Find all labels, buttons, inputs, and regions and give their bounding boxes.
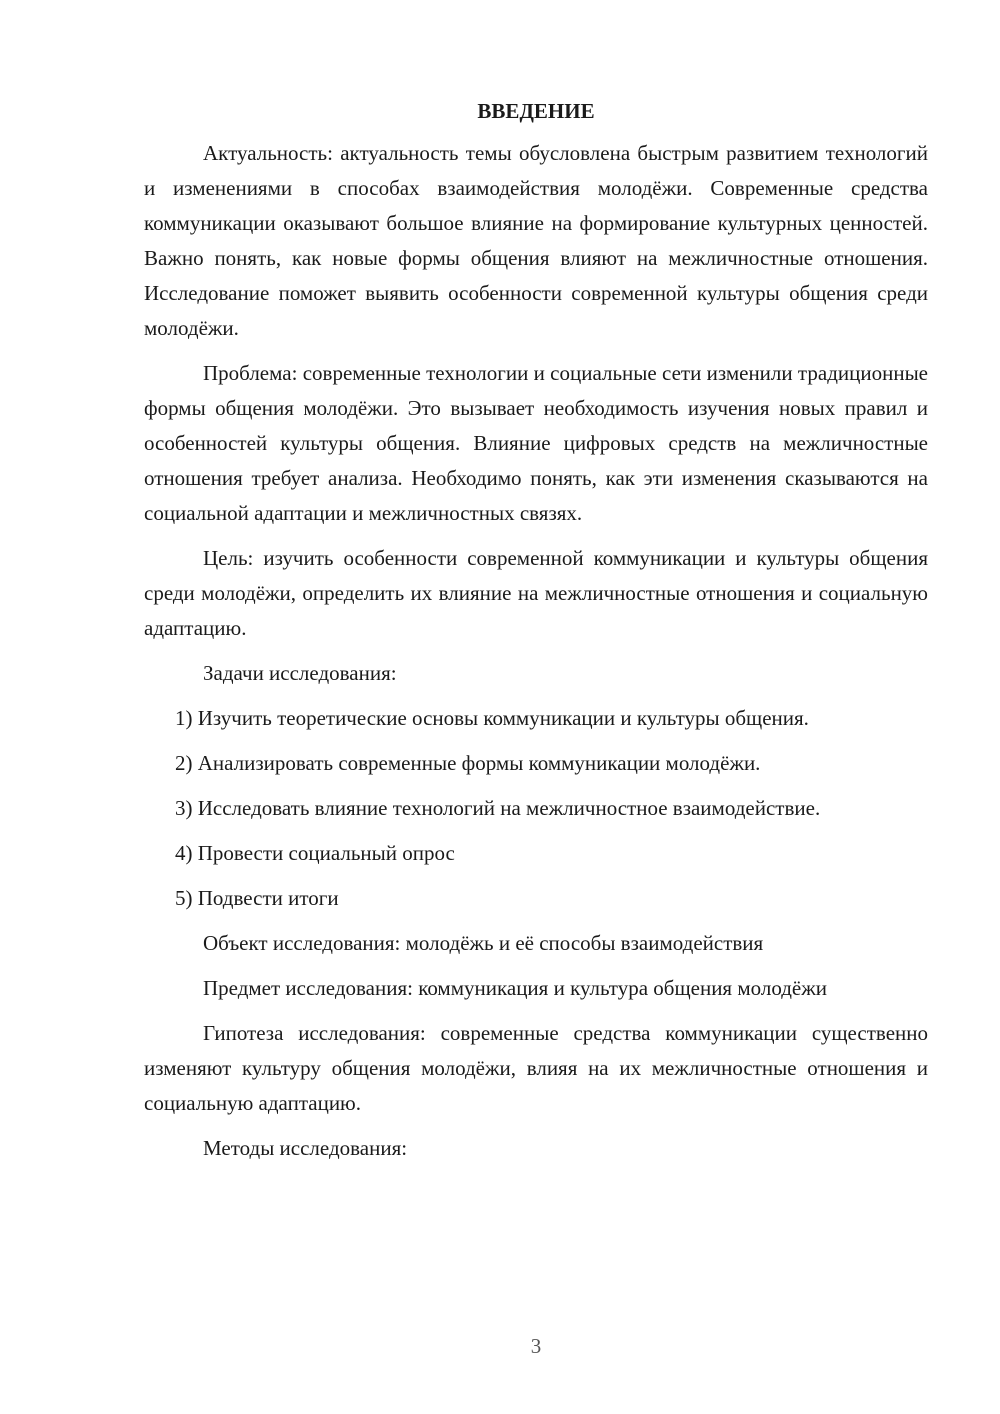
task-item-5: 5) Подвести итоги	[175, 886, 339, 910]
task-item-1: 1) Изучить теоретические основы коммуникации и культуры общения.	[175, 706, 809, 730]
task-item-2: 2) Анализировать современные формы коммуникации молодёжи.	[175, 751, 761, 775]
section-title: ВВЕДЕНИЕ	[477, 99, 595, 123]
paragraph-relevance: Актуальность: актуальность темы обусловлена быстрым развитием технологий и изменениями в способах взаимодействия молодёжи. Современные средства коммуникации оказывают большое влияние на формирование культурных ценностей. Важно понять, как новые формы общения влияют на межличностные отношения. Исследование поможет выявить особенности современной культуры общения среди молодёжи.	[144, 141, 928, 340]
paragraph-problem: Проблема: современные технологии и социальные сети изменили традиционные формы общения молодёжи. Это вызывает необходимость изучения новых правил и особенностей культуры общения. Влияние цифровых средств на межличностные отношения требует анализа. Необходимо понять, как эти изменения сказываются на социальной адаптации и межличностных связях.	[144, 361, 928, 525]
paragraph-object: Объект исследования: молодёжь и её способы взаимодействия	[203, 931, 764, 955]
task-item-4: 4) Провести социальный опрос	[175, 841, 455, 865]
paragraph-hypothesis: Гипотеза исследования: современные средства коммуникации существенно изменяют культуру общения молодёжи, влияя на их межличностные отношения и социальную адаптацию.	[144, 1021, 928, 1115]
paragraph-methods: Методы исследования:	[203, 1136, 408, 1160]
document-page	[144, 96, 928, 1176]
task-item-3: 3) Исследовать влияние технологий на межличностное взаимодействие.	[175, 796, 821, 820]
paragraph-subject: Предмет исследования: коммуникация и культура общения молодёжи	[203, 976, 827, 1000]
tasks-heading: Задачи исследования:	[203, 661, 397, 685]
page-number: 3	[530, 1334, 542, 1358]
paragraph-goal: Цель: изучить особенности современной коммуникации и культуры общения среди молодёжи, определить их влияние на межличностные отношения и социальную адаптацию.	[144, 546, 928, 640]
